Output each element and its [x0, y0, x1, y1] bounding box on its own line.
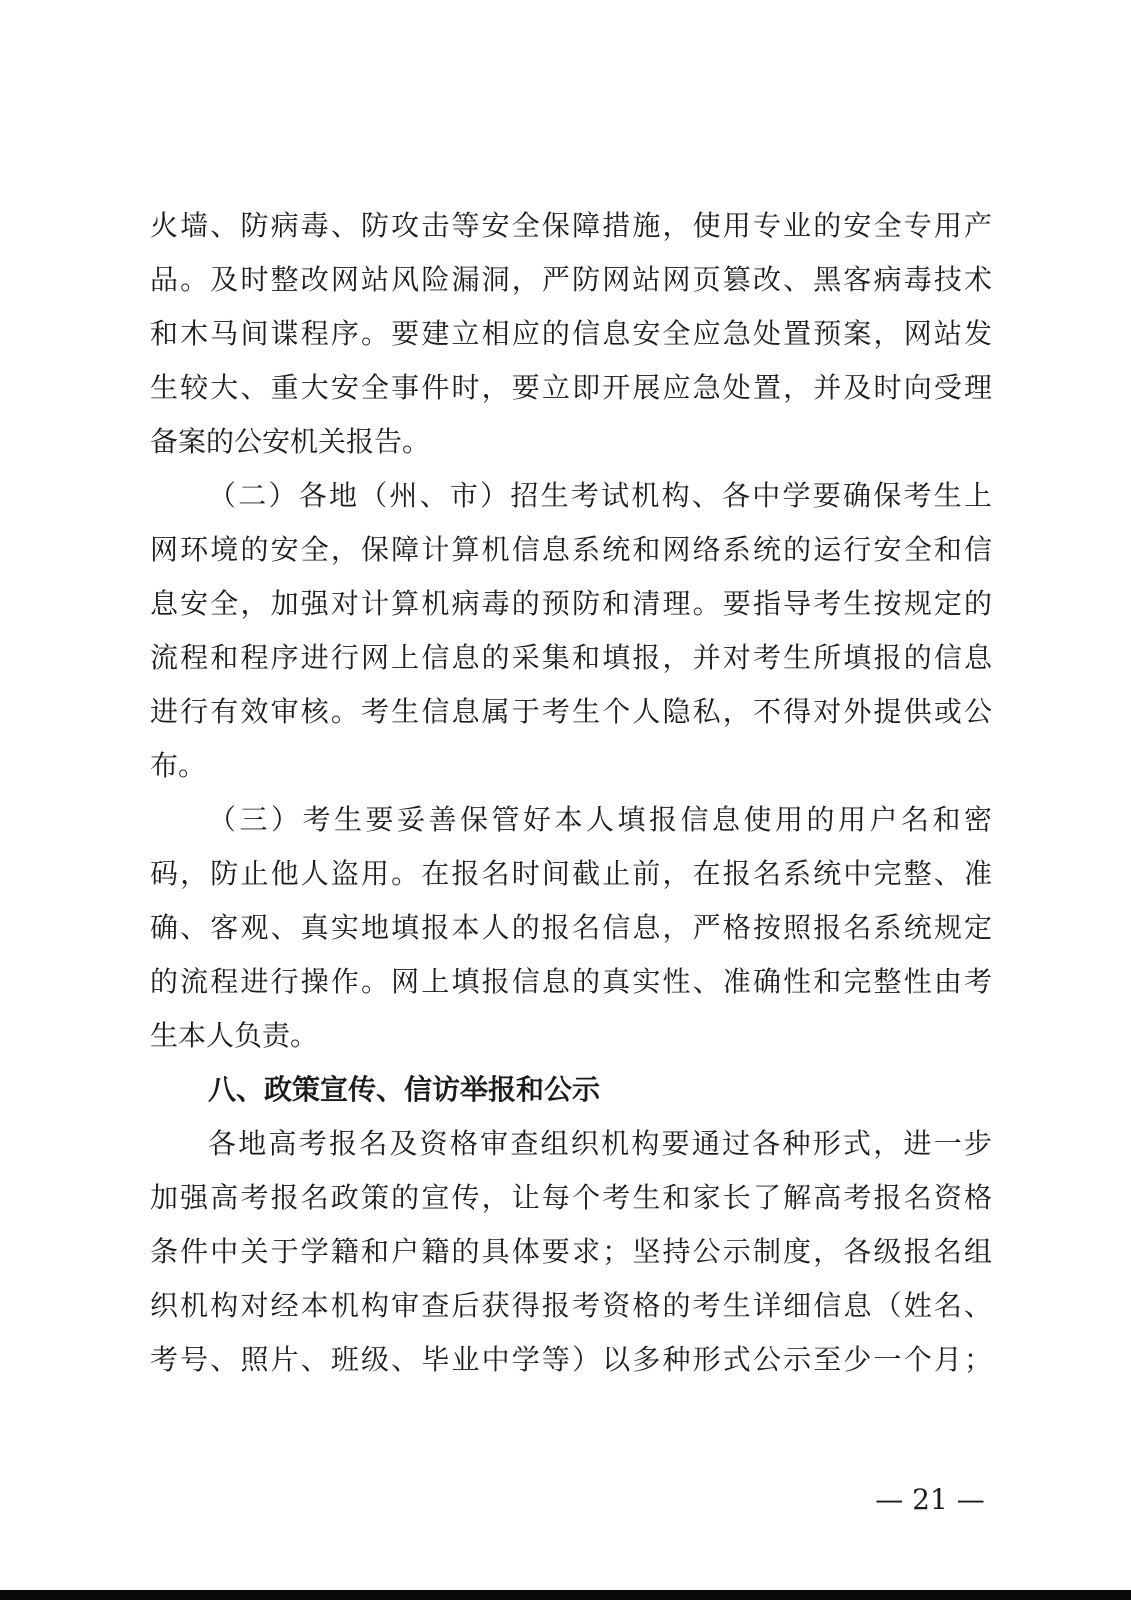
body-text-line: 考号、照片、班级、毕业中学等）以多种形式公示至少一个月；	[150, 1343, 992, 1376]
body-text-line: 确、客观、真实地填报本人的报名信息，严格按照报名系统规定	[150, 911, 992, 944]
page-number: — 21 —	[875, 1483, 985, 1516]
body-text-line: 的流程进行操作。网上填报信息的真实性、准确性和完整性由考	[150, 965, 992, 998]
body-text-line: 息安全，加强对计算机病毒的预防和清理。要指导考生按规定的	[150, 587, 992, 620]
body-text-line: 备案的公安机关报告。	[150, 425, 431, 458]
body-text-line: 流程和程序进行网上信息的采集和填报，并对考生所填报的信息	[150, 641, 992, 674]
body-text-line: 码，防止他人盗用。在报名时间截止前，在报名系统中完整、准	[150, 857, 992, 890]
body-text-line: 进行有效审核。考生信息属于考生个人隐私，不得对外提供或公	[150, 695, 992, 728]
section-heading: 八、政策宣传、信访举报和公示	[208, 1073, 601, 1106]
body-text-line: 和木马间谍程序。要建立相应的信息安全应急处置预案，网站发	[150, 317, 992, 350]
body-text-line: 生较大、重大安全事件时，要立即开展应急处置，并及时向受理	[150, 371, 992, 404]
body-text-line: 生本人负责。	[150, 1019, 319, 1052]
body-text-line: （三）考生要妥善保管好本人填报信息使用的用户名和密	[208, 803, 992, 836]
scan-edge-bar	[0, 1590, 1131, 1600]
body-text-line: 火墙、防病毒、防攻击等安全保障措施，使用专业的安全专用产	[150, 209, 992, 242]
body-text-line: （二）各地（州、市）招生考试机构、各中学要确保考生上	[208, 479, 992, 512]
body-text-line: 织机构对经本机构审查后获得报考资格的考生详细信息（姓名、	[150, 1289, 992, 1322]
body-text-line: 品。及时整改网站风险漏洞，严防网站网页篡改、黑客病毒技术	[150, 263, 992, 296]
body-text-line: 网环境的安全，保障计算机信息系统和网络系统的运行安全和信	[150, 533, 992, 566]
body-text-line: 布。	[150, 749, 207, 782]
body-text-line: 条件中关于学籍和户籍的具体要求；坚持公示制度，各级报名组	[150, 1235, 992, 1268]
body-text-line: 加强高考报名政策的宣传，让每个考生和家长了解高考报名资格	[150, 1181, 992, 1214]
body-text-line: 各地高考报名及资格审查组织机构要通过各种形式，进一步	[208, 1127, 992, 1160]
